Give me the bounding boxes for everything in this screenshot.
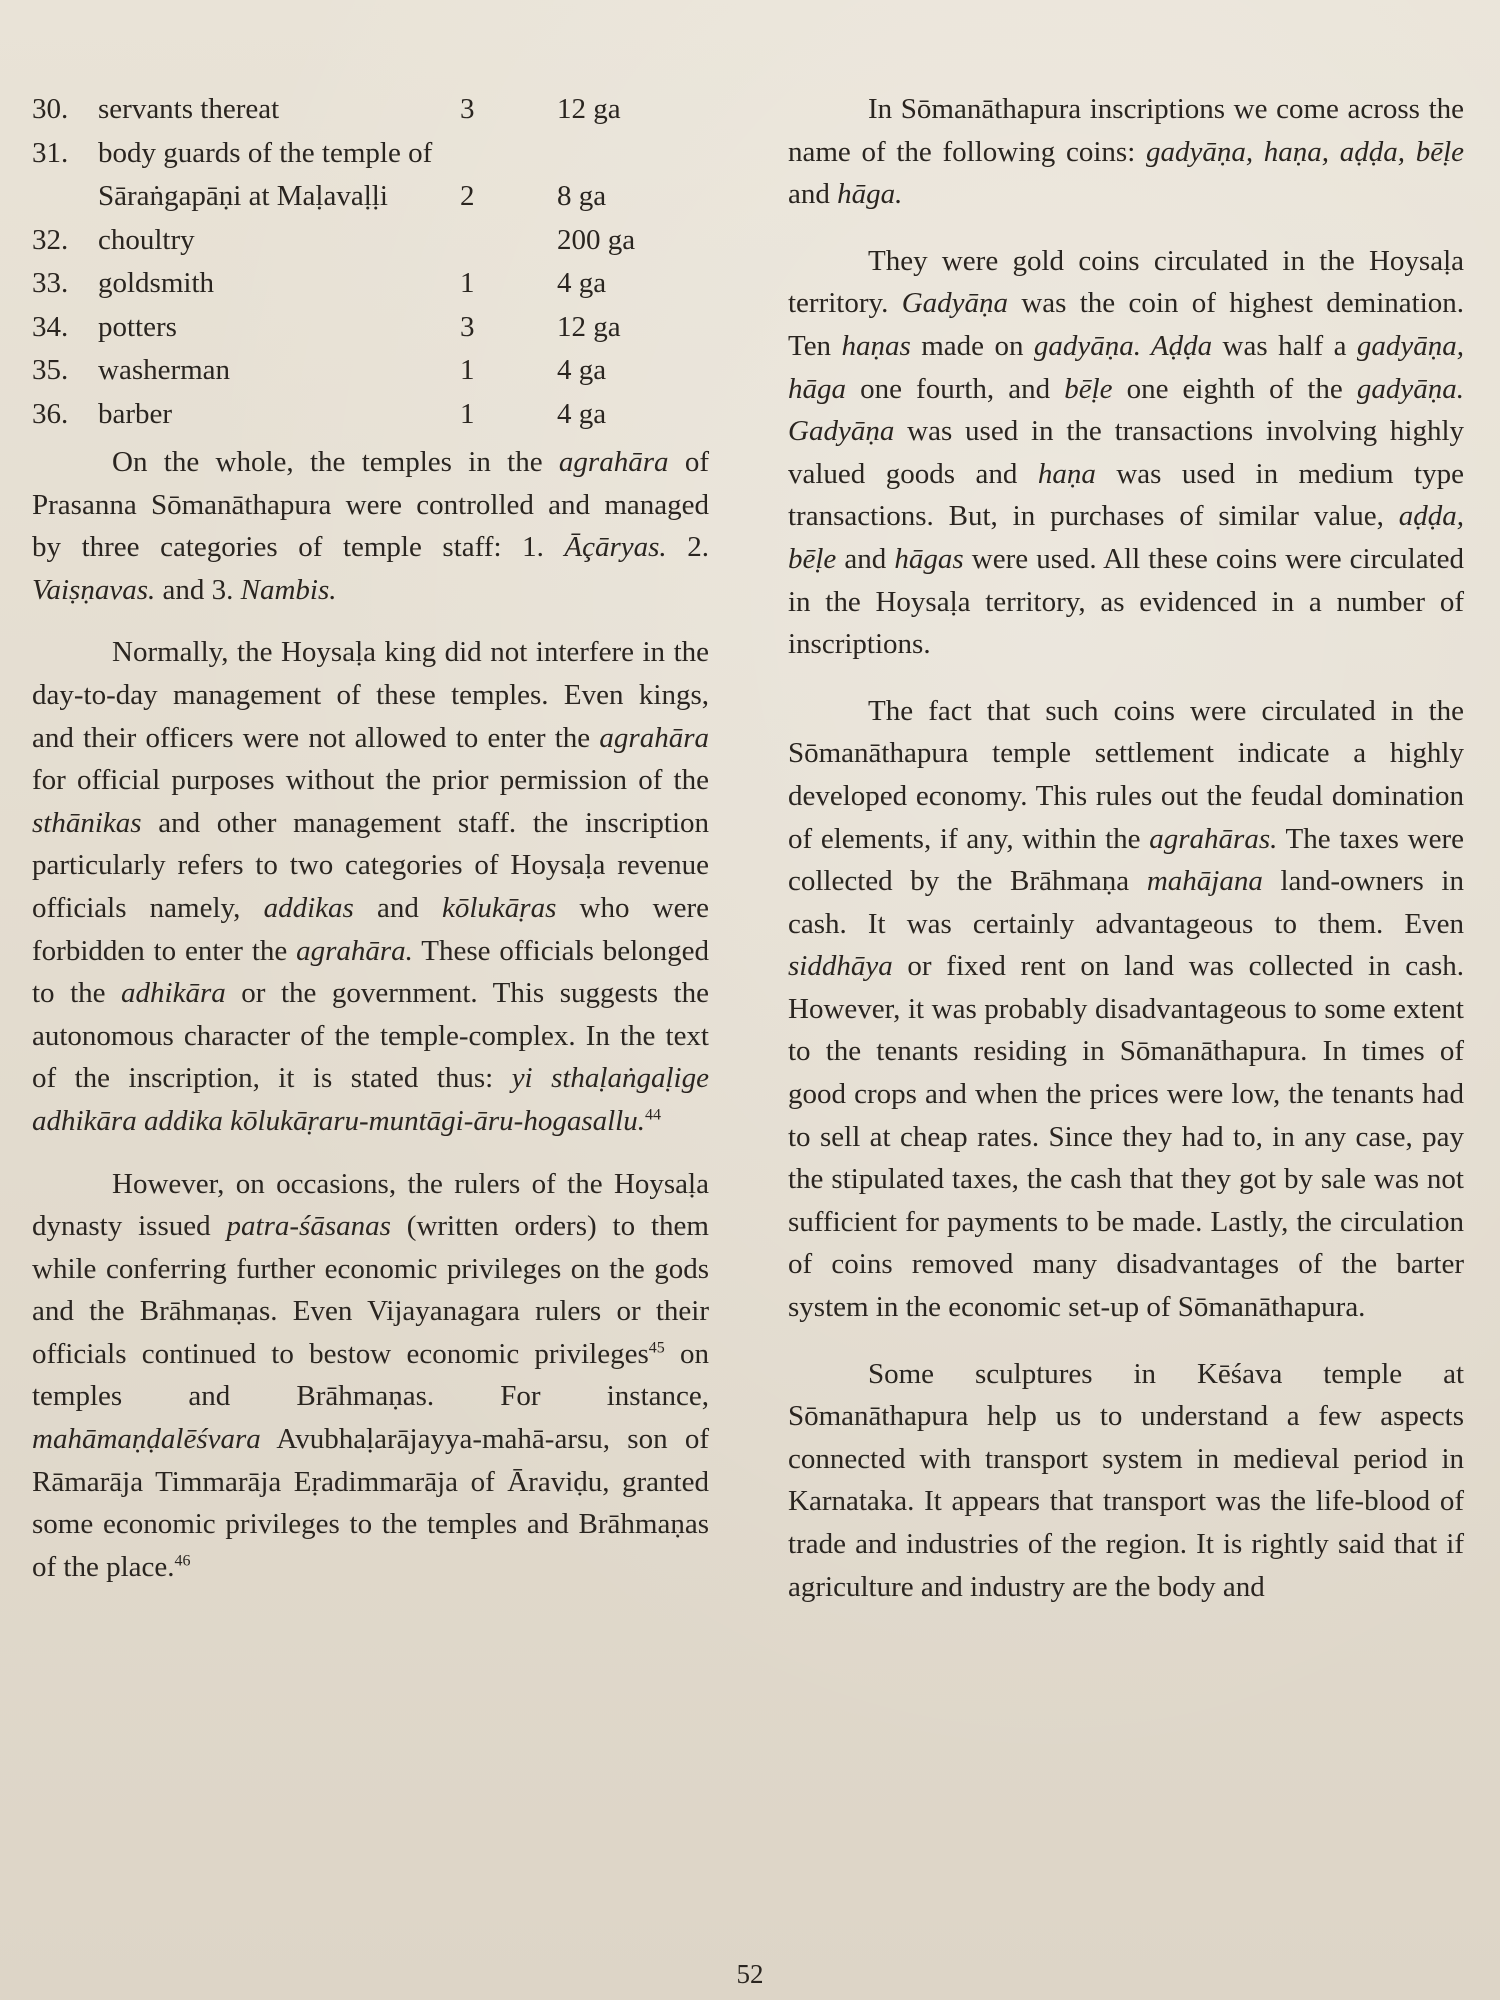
staff-payment-table — [32, 88, 692, 436]
footnote-ref: 44 — [644, 1106, 661, 1124]
paragraph-coin-values: They were gold coins circulated in the Hoysaḷa territory. Gadyāṇa was the coin of highest demination. Ten haṇas made on gadyāṇa. Aḍḍa was half a gadyāṇa, hāga one fourth, and bēḷe one eighth of the gadyāṇa. Gadyāṇa was used in the transactions involving highly valued goods and haṇa was used in medium type transactions. But, in purchases of similar value, aḍḍa, bēḷe and hāgas were used. All these coins were circulated in the Hoysaḷa territory, as evidenced in a number of inscriptions. — [788, 244, 1465, 661]
paragraph-economy: The fact that such coins were circulated in the Sōmanāthapura temple settlement indicate a highly developed economy. This rules out the feudal domination of elements, if any, within the agrahāras. The taxes were collected by the Brāhmaṇa mahājana land-owners in cash. It was certainly advantageous to them. Even siddhāya or fixed rent on land was collected in cash. However, it was probably disadvantageous to some extent to the tenants residing in Sōmanāthapura. In times of good crops and when the prices were low, the tenants had to sell at cheap rates. Since they had to, in any case, pay the stipulated taxes, the cash that they got by sale was not sufficient for payments to be made. Lastly, the circulation of coins removed many disadvantages of the barter system in the economic set-up of Sōmanāthapura. — [788, 694, 1464, 1324]
table-row: 34. potters 3 12 ga — [32, 310, 621, 343]
footnote-ref: 46 — [174, 1552, 191, 1570]
table-row: 31. body guards of the temple of Sāraṅgapāṇi at Maḷavaḷḷi 2 8 ga — [32, 136, 607, 212]
left-column — [32, 88, 709, 1588]
right-column — [788, 88, 1464, 1608]
paragraph-temple-staff: On the whole, the temples in the agrahāra of Prasanna Sōmanāthapura were controlled and managed by three categories of temple staff: 1. Āçāryas. 2. Vaiṣṇavas. and 3. Nambis. — [32, 446, 709, 606]
table-row: 32. choultry 200 ga — [32, 223, 636, 256]
table-row: 36. barber 1 4 ga — [32, 397, 607, 430]
page-number: 52 — [736, 1959, 764, 1989]
paragraph-management: Normally, the Hoysaḷa king did not interfere in the day-to-day management of these temples. Even kings, and their officers were not allowed to enter the agrahāra for official purposes without the prior permission of the sthānikas and other management staff. the inscription particularly refers to two categories of Hoysaḷa revenue officials namely, addikas and kōlukāṛas who were forbidden to enter the agrahāra. These officials belonged to the adhikāra or the government. This suggests the autonomous character of the temple-complex. In the text of the inscription, it is stated thus: yi sthaḷaṅgaḷige adhikāra addika kōlukāṛaru-muntāgi-āru-hogasallu.$^{44}$ — [32, 636, 710, 1137]
table-row: 33. goldsmith 1 4 ga — [32, 267, 607, 299]
table-row: 35. washerman 1 4 ga — [32, 354, 607, 386]
table-row: 30. servants thereat 3 12 ga — [32, 93, 621, 125]
paragraph-coins-intro: In Sōmanāthapura inscriptions we come across the name of the following coins: gadyāṇa, haṇa, aḍḍa, bēḷe and hāga. — [788, 93, 1465, 211]
footnote-ref: 45 — [648, 1339, 665, 1357]
paragraph-privileges: However, on occasions, the rulers of the Hoysaḷa dynasty issued patra-śāsanas (written orders) to them while conferring further economic privileges on the gods and the Brāhmaṇas. Even Vijayanagara rulers or their officials continued to bestow economic privileges$^{45}$ on temples and Brāhmaṇas. For instance, mahāmaṇḍalēśvara Avubhaḷarājayya-mahā-arsu, son of Rāmarāja Timmarāja Eṛadimmarāja of Āraviḍu, granted some economic privileges to the temples and Brāhmaṇas of the place.$^{46}$ — [32, 1167, 710, 1583]
paragraph-transport: Some sculptures in Kēśava temple at Sōmanāthapura help us to understand a few aspects connected with transport system in medieval period in Karnataka. It appears that transport was the life-blood of trade and industries of the region. It is rightly said that if agriculture and industry are the body and — [788, 1357, 1464, 1603]
